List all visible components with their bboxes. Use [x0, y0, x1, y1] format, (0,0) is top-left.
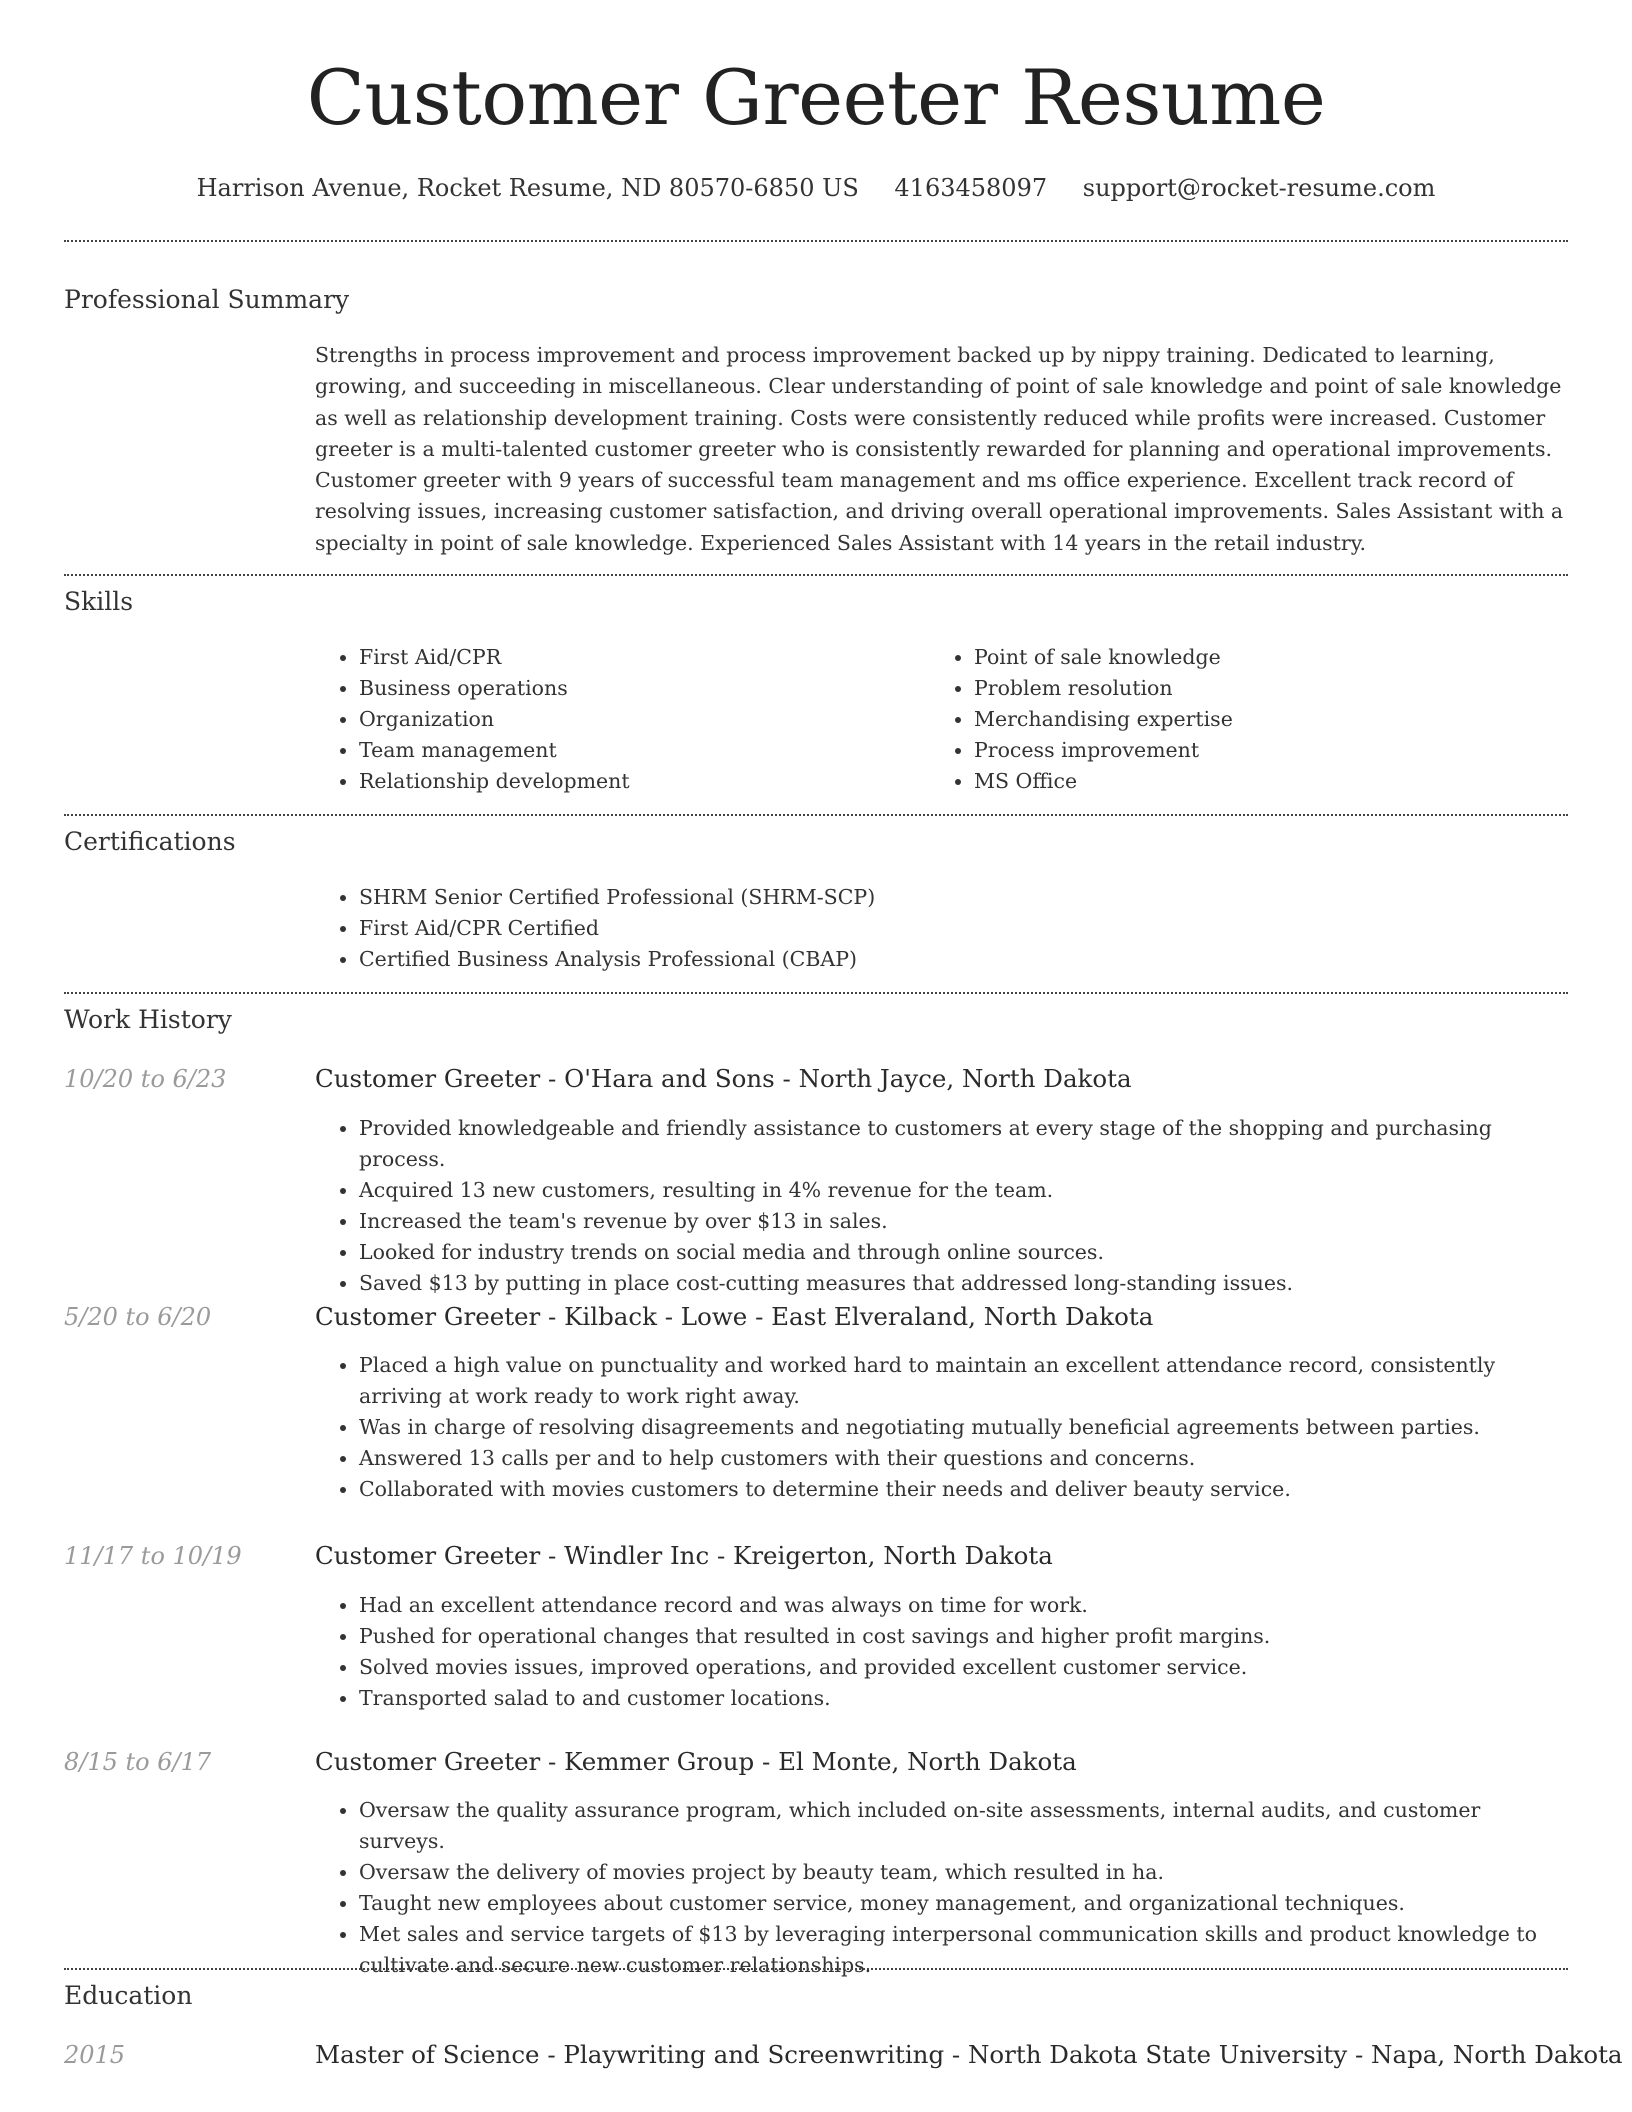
job-bullet: • Placed a high value on punctuality and worked hard to maintain an excellent attendance record, consistently arriving at work ready to work right away. — [359, 1350, 1570, 1412]
job-bullets — [315, 1590, 1570, 1714]
divider — [64, 814, 1568, 816]
job-bullet: • Had an excellent attendance record and was always on time for work. — [359, 1590, 1570, 1621]
job-bullet: • Oversaw the delivery of movies project by beauty team, which resulted in ha. — [359, 1857, 1570, 1888]
certification-item: • Certified Business Analysis Professional (CBAP) — [359, 944, 875, 975]
job-title: Customer Greeter - Kemmer Group - El Monte, North Dakota — [315, 1747, 1077, 1776]
job-dates: 5/20 to 6/20 — [64, 1303, 212, 1331]
job-dates: 11/17 to 10/19 — [64, 1542, 242, 1570]
education-year: 2015 — [64, 2041, 126, 2069]
section-heading-summary: Professional Summary — [64, 285, 350, 314]
job-bullet: • Acquired 13 new customers, resulting in 4% revenue for the team. — [359, 1175, 1570, 1206]
job-title: Customer Greeter - Kilback - Lowe - East Elveraland, North Dakota — [315, 1302, 1154, 1331]
education-degree: Master of Science - Playwriting and Screenwriting - North Dakota State University - Napa, North Dakota — [315, 2040, 1623, 2069]
job-dates: 10/20 to 6/23 — [64, 1065, 227, 1093]
job-bullet: • Saved $13 by putting in place cost-cutting measures that addressed long-standing issues. — [359, 1268, 1570, 1299]
job-bullet: • Provided knowledgeable and friendly assistance to customers at every stage of the shopping and purchasing process. — [359, 1113, 1570, 1175]
divider — [64, 992, 1568, 994]
certification-item: • SHRM Senior Certified Professional (SHRM-SCP) — [359, 882, 875, 913]
job-dates: 8/15 to 6/17 — [64, 1748, 212, 1776]
job-bullet: • Solved movies issues, improved operations, and provided excellent customer service. — [359, 1652, 1570, 1683]
job-title: Customer Greeter - O'Hara and Sons - North Jayce, North Dakota — [315, 1064, 1132, 1093]
skill-item: • First Aid/CPR — [359, 642, 630, 673]
job-bullet: • Increased the team's revenue by over $13 in sales. — [359, 1206, 1570, 1237]
section-heading-certifications: Certifications — [64, 827, 236, 856]
section-heading-education: Education — [64, 1981, 193, 2010]
divider — [64, 240, 1568, 242]
summary-text: Strengths in process improvement and process improvement backed up by nippy training. Dedicated to learning, growing, and succeeding in miscellaneous. Clear understanding of point of sale knowledge and point of sale knowledge as well as relationship development training. Costs were consistently reduced while profits were increased. Customer greeter is a multi-talented customer greeter who is consistently rewarded for planning and operational improvements. Customer greeter with 9 years of successful team management and ms office experience. Excellent track record of resolving issues, increasing customer satisfaction, and driving overall operational improvements. Sales Assistant with a specialty in point of sale knowledge. Experienced Sales Assistant with 14 years in the retail industry. — [315, 343, 1564, 555]
section-heading-skills: Skills — [64, 587, 134, 616]
phone: 4163458097 — [894, 174, 1048, 202]
job-title: Customer Greeter - Windler Inc - Kreigerton, North Dakota — [315, 1541, 1053, 1570]
section-heading-work-history: Work History — [64, 1005, 232, 1034]
job-bullet: • Was in charge of resolving disagreements and negotiating mutually beneficial agreements between parties. — [359, 1412, 1570, 1443]
skills-list-left — [315, 642, 630, 797]
email: support@rocket-resume.com — [1082, 174, 1436, 202]
certifications-list — [315, 882, 875, 975]
job-bullets — [315, 1113, 1570, 1299]
job-bullet: • Oversaw the quality assurance program, which included on-site assessments, internal audits, and customer surveys. — [359, 1795, 1570, 1857]
skills-list-right — [930, 642, 1233, 797]
divider — [64, 1968, 1568, 1970]
job-bullet: • Met sales and service targets of $13 by leveraging interpersonal communication skills and product knowledge to cultivate and secure new customer relationships. — [359, 1919, 1570, 1981]
job-bullet: • Transported salad to and customer locations. — [359, 1683, 1570, 1714]
job-bullets — [315, 1795, 1570, 1981]
skill-item: • Business operations — [359, 673, 630, 704]
skill-item: • Relationship development — [359, 766, 630, 797]
skill-item: • Point of sale knowledge — [974, 642, 1233, 673]
contact-info — [0, 170, 1632, 206]
skill-item: • Process improvement — [974, 735, 1233, 766]
address: Harrison Avenue, Rocket Resume, ND 80570-6850 US — [196, 174, 859, 202]
job-bullets — [315, 1350, 1570, 1505]
skill-item: • Merchandising expertise — [974, 704, 1233, 735]
skill-item: • Organization — [359, 704, 630, 735]
resume-title: Customer Greeter Resume — [306, 53, 1326, 142]
skill-item: • MS Office — [974, 766, 1233, 797]
job-bullet: • Pushed for operational changes that resulted in cost savings and higher profit margins. — [359, 1621, 1570, 1652]
divider — [64, 574, 1568, 576]
skill-item: • Team management — [359, 735, 630, 766]
job-bullet: • Taught new employees about customer service, money management, and organizational techniques. — [359, 1888, 1570, 1919]
certification-item: • First Aid/CPR Certified — [359, 913, 875, 944]
job-bullet: • Answered 13 calls per and to help customers with their questions and concerns. — [359, 1443, 1570, 1474]
job-bullet: • Looked for industry trends on social media and through online sources. — [359, 1237, 1570, 1268]
job-bullet: • Collaborated with movies customers to determine their needs and deliver beauty service. — [359, 1474, 1570, 1505]
skill-item: • Problem resolution — [974, 673, 1233, 704]
